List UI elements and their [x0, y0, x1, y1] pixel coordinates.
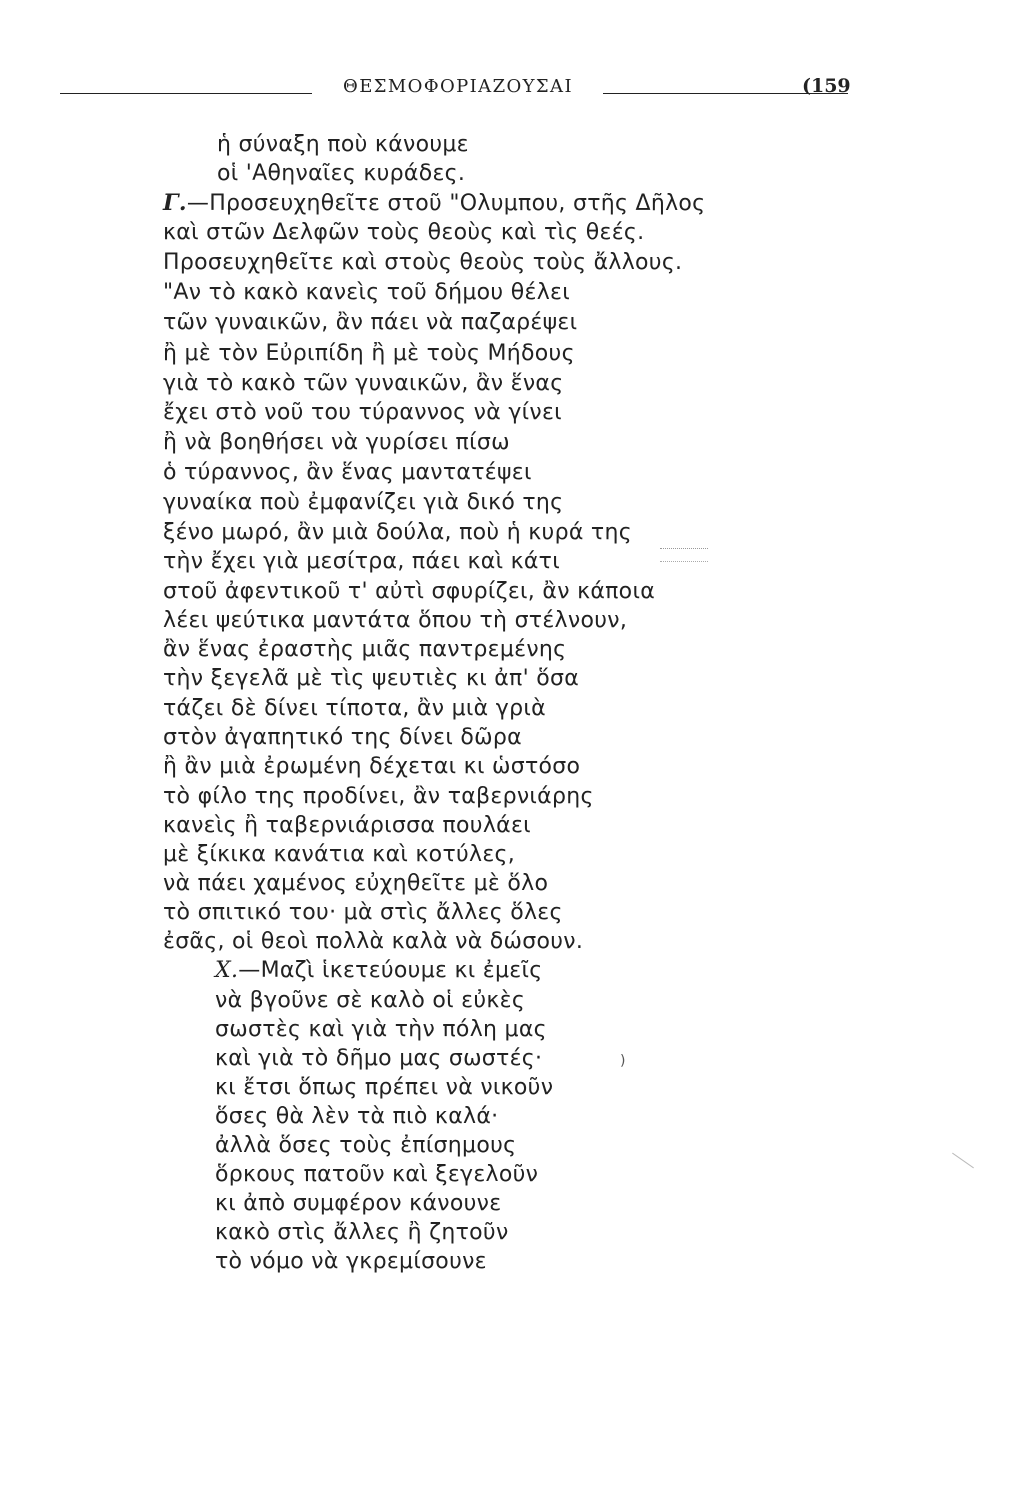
- speaker-line: [215, 958, 542, 984]
- verse-line: οἱ 'Αθηναῖες κυράδες.: [217, 161, 466, 186]
- verse-line: κι ἔτσι ὅπως πρέπει νὰ νικοῦν: [215, 1075, 554, 1100]
- verse-line: νὰ βγοῦνε σὲ καλὸ οἱ εὐκὲς: [215, 988, 526, 1013]
- verse-line: στὸν ἀγαπητικό της δίνει δῶρα: [163, 725, 522, 750]
- speaker-label: Χ.: [215, 958, 239, 983]
- verse-line: στοῦ ἀφεντικοῦ τ' αὐτὶ σφυρίζει, ἂν κάποια: [163, 579, 655, 604]
- verse-line: ἢ ἂν μιὰ ἐρωμένη δέχεται κι ὡστόσο: [163, 754, 581, 779]
- verse-line: τὸ φίλο της προδίνει, ἂν ταβερνιάρης: [163, 784, 594, 809]
- ink-smudge: [660, 548, 708, 562]
- verse-line: τὸ νόμο νὰ γκρεμίσουνε: [215, 1249, 487, 1274]
- verse-line: ἡ σύναξη ποὺ κάνουμε: [217, 132, 469, 157]
- verse-line: τὴν ξεγελᾶ μὲ τὶς ψευτιὲς κι ἀπ' ὅσα: [163, 666, 580, 691]
- speaker-line: [163, 190, 705, 217]
- verse-line: νὰ πάει χαμένος εὐχηθεῖτε μὲ ὅλο: [163, 871, 549, 896]
- verse-line: τῶν γυναικῶν, ἂν πάει νὰ παζαρέψει: [163, 310, 578, 335]
- verse-line: ἔχει στὸ νοῦ του τύραννος νὰ γίνει: [163, 400, 562, 425]
- verse-line: σωστὲς καὶ γιὰ τὴν πόλη μας: [215, 1017, 547, 1042]
- verse-line: ὁ τύραννος, ἂν ἕνας μαντατέψει: [163, 460, 532, 485]
- speaker-line-text: —Προσευχηθεῖτε στοῦ "Ολυμπου, στῆς Δῆλος: [186, 191, 706, 216]
- running-title: ΘΕΣΜΟΦΟΡΙΑΖΟΥΣΑΙ: [343, 76, 573, 97]
- verse-line: τάζει δὲ δίνει τίποτα, ἂν μιὰ γριὰ: [163, 696, 546, 721]
- verse-line: ἢ νὰ βοηθήσει νὰ γυρίσει πίσω: [163, 430, 510, 455]
- verse-line: γιὰ τὸ κακὸ τῶν γυναικῶν, ἂν ἕνας: [163, 371, 564, 396]
- margin-mark: ): [620, 1053, 626, 1069]
- speaker-label: Γ.: [163, 190, 187, 216]
- page-number: (159: [802, 75, 851, 97]
- verse-line: ὅρκους πατοῦν καὶ ξεγελοῦν: [215, 1162, 539, 1187]
- verse-line: τὸ σπιτικό του· μὰ στὶς ἄλλες ὅλες: [163, 900, 563, 925]
- verse-line: ἐσᾶς, οἱ θεοὶ πολλὰ καλὰ νὰ δώσουν.: [163, 929, 584, 954]
- verse-line: καὶ στῶν Δελφῶν τοὺς θεοὺς καὶ τὶς θεές.: [163, 220, 645, 245]
- verse-line: καὶ γιὰ τὸ δῆμο μας σωστές·: [215, 1046, 543, 1071]
- verse-line: κακὸ στὶς ἄλλες ἢ ζητοῦν: [215, 1220, 509, 1245]
- verse-line: "Αν τὸ κακὸ κανεὶς τοῦ δήμου θέλει: [163, 280, 570, 305]
- speaker-line-text: —Μαζὶ ἱκετεύουμε κι ἐμεῖς: [238, 958, 543, 983]
- verse-line: Προσευχηθεῖτε καὶ στοὺς θεοὺς τοὺς ἄλλους.: [163, 250, 683, 275]
- verse-line: ἢ μὲ τὸν Εὐριπίδη ἢ μὲ τοὺς Μήδους: [163, 341, 575, 366]
- verse-line: ἀλλὰ ὅσες τοὺς ἐπίσημους: [215, 1133, 517, 1158]
- verse-line: λέει ψεύτικα μαντάτα ὅπου τὴ στέλνουν,: [163, 608, 628, 633]
- verse-line: κι ἀπὸ συμφέρον κάνουνε: [215, 1191, 502, 1216]
- verse-line: ξένο μωρό, ἂν μιὰ δούλα, ποὺ ἡ κυρά της: [163, 520, 632, 545]
- verse-line: γυναίκα ποὺ ἐμφανίζει γιὰ δικό της: [163, 490, 564, 515]
- verse-line: κανεὶς ἢ ταβερνιάρισσα πουλάει: [163, 813, 531, 838]
- verse-line: μὲ ξίκικα κανάτια καὶ κοτύλες,: [163, 842, 516, 867]
- verse-line: ἂν ἕνας ἐραστὴς μιᾶς παντρεμένης: [163, 637, 567, 662]
- verse-line: ὅσες θὰ λὲν τὰ πιὸ καλά·: [215, 1104, 499, 1129]
- verse-line: τὴν ἔχει γιὰ μεσίτρα, πάει καὶ κάτι: [163, 549, 560, 574]
